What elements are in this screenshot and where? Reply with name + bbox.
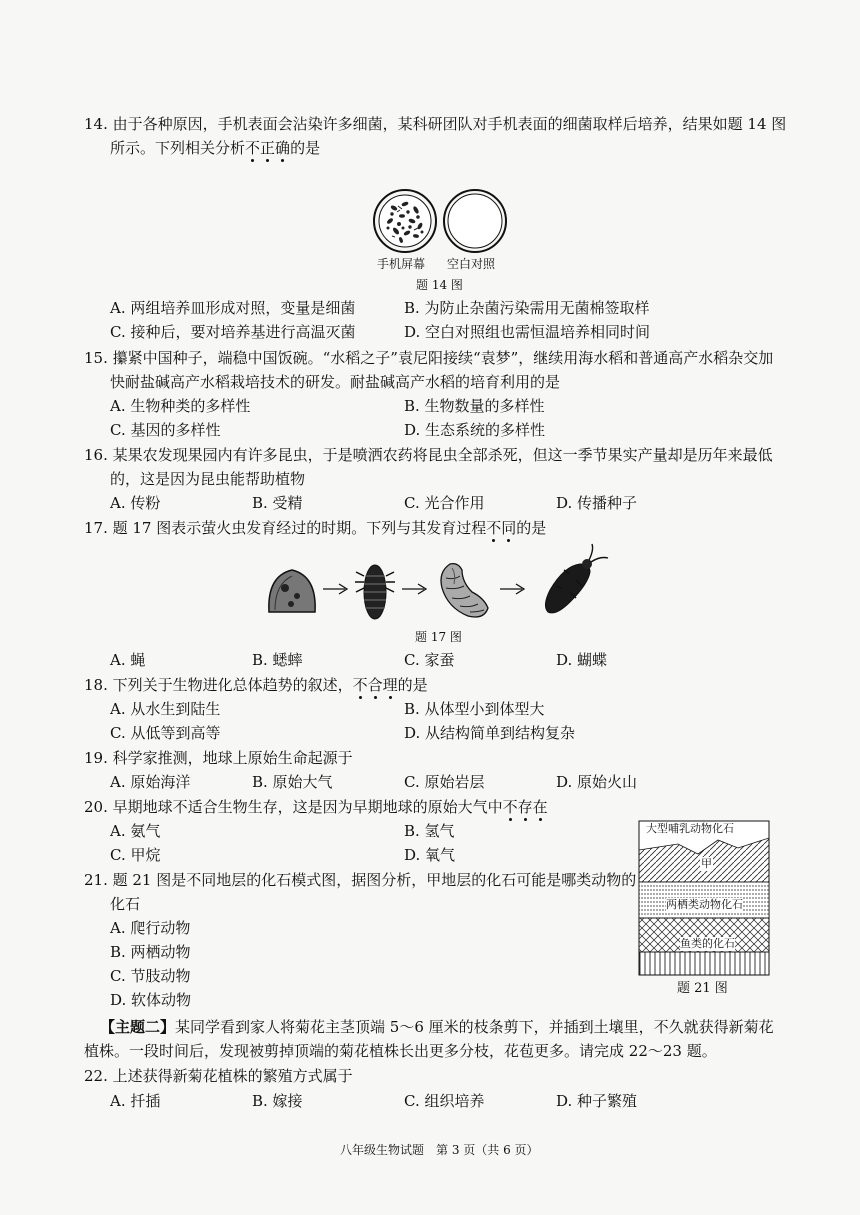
- petri-dish-blank: [442, 188, 508, 254]
- emphasis-char: 不: [486, 519, 502, 537]
- q19-option-d[interactable]: D. 原始火山: [556, 773, 638, 791]
- q14-option-b[interactable]: B. 为防止杂菌污染需用无菌棉签取样: [404, 299, 650, 317]
- emph-text: [503, 798, 548, 816]
- fig14-caption: 题 14 图: [416, 278, 463, 292]
- emphasis-char: 确: [275, 139, 291, 157]
- q17-option-b[interactable]: B. 蟋蟀: [252, 651, 303, 669]
- q17-option-d[interactable]: D. 蝴蝶: [556, 651, 608, 669]
- q20-option-d[interactable]: D. 氧气: [404, 846, 456, 864]
- q14-stem-tail: 的是: [290, 139, 321, 157]
- q21-stem-line1: 21. 题 21 图是不同地层的化石模式图，据图分析，甲地层的化石可能是哪类动物的: [84, 871, 637, 889]
- layer-fish-label: 鱼类的化石: [680, 937, 735, 950]
- q20-option-a[interactable]: A. 氨气: [110, 822, 161, 840]
- q19-option-b[interactable]: B. 原始大气: [252, 773, 333, 791]
- arrow-right-icon: [323, 583, 349, 595]
- q20-stem-text: 20. 早期地球不适合生物生存，这是因为早期地球的原始大气中: [84, 798, 503, 816]
- page-footer: 八年级生物试题 第 3 页（共 6 页）: [340, 1143, 539, 1157]
- q15-option-a[interactable]: A. 生物种类的多样性: [110, 397, 251, 415]
- q18-option-a[interactable]: A. 从水生到陆生: [110, 700, 221, 718]
- emphasis-char: 在: [532, 798, 548, 816]
- petri-dish-bacteria: [372, 188, 438, 254]
- q21-option-c[interactable]: C. 节肢动物: [110, 967, 191, 985]
- emph-text: [245, 139, 290, 157]
- q22-option-c[interactable]: C. 组织培养: [404, 1092, 485, 1110]
- q20-stem: [84, 795, 548, 819]
- q18-option-b[interactable]: B. 从体型小到体型大: [404, 700, 545, 718]
- q14-emphasis: [245, 139, 290, 157]
- fig17-caption: 题 17 图: [415, 630, 462, 644]
- q16-option-b[interactable]: B. 受精: [252, 494, 303, 512]
- theme2-line1: [100, 1015, 774, 1039]
- layer-mammal-label: 大型哺乳动物化石: [646, 822, 734, 835]
- pupa-icon: [432, 558, 494, 624]
- label-blank-control: 空白对照: [447, 257, 496, 271]
- q14-stem-line2: [110, 136, 320, 160]
- q18-option-c[interactable]: C. 从低等到高等: [110, 724, 221, 742]
- emph-text: [486, 519, 516, 537]
- q19-option-a[interactable]: A. 原始海洋: [110, 773, 191, 791]
- q17-stem-text: 17. 题 17 图表示萤火虫发育经过的时期。下列与其发育过程: [84, 519, 487, 537]
- q20-option-b[interactable]: B. 氢气: [404, 822, 455, 840]
- label-phone-screen: 手机屏幕: [377, 257, 426, 271]
- q15-option-d[interactable]: D. 生态系统的多样性: [404, 421, 546, 439]
- q22-option-d[interactable]: D. 种子繁殖: [556, 1092, 638, 1110]
- q19-stem: 19. 科学家推测，地球上原始生命起源于: [84, 749, 353, 767]
- q15-stem-line1: 15. 攥紧中国种子，端稳中国饭碗。“水稻之子”袁尼阳接续“袁梦”，继续用海水稻和普通高产水稻杂交加: [84, 349, 774, 367]
- q17-option-a[interactable]: A. 蝇: [110, 651, 146, 669]
- q20-option-c[interactable]: C. 甲烷: [110, 846, 161, 864]
- theme2-text: 某同学看到家人将菊花主茎顶端 5～6 厘米的枝条剪下，并插到土壤里，不久就获得新菊花: [175, 1018, 774, 1036]
- q18-stem: [84, 673, 428, 697]
- layer-amphibian-label: 两栖类动物化石: [666, 898, 743, 911]
- emphasis-char: 合: [367, 676, 383, 694]
- q17-emphasis: [486, 519, 516, 537]
- q14-option-c[interactable]: C. 接种后，要对培养基进行高温灭菌: [110, 323, 356, 341]
- q17-stem: [84, 516, 546, 540]
- egg-icon: [265, 566, 319, 616]
- q22-option-a[interactable]: A. 扦插: [110, 1092, 161, 1110]
- emphasis-char: 不: [245, 139, 261, 157]
- q16-option-d[interactable]: D. 传播种子: [556, 494, 638, 512]
- q14-option-d[interactable]: D. 空白对照组也需恒温培养相同时间: [404, 323, 651, 341]
- adult-firefly-icon: [534, 544, 610, 620]
- q21-option-b[interactable]: B. 两栖动物: [110, 943, 191, 961]
- q14-option-a[interactable]: A. 两组培养皿形成对照，变量是细菌: [110, 299, 356, 317]
- q18-option-d[interactable]: D. 从结构简单到结构复杂: [404, 724, 576, 742]
- q18-stem-text: 18. 下列关于生物进化总体趋势的叙述，: [84, 676, 353, 694]
- emph-text: [353, 676, 398, 694]
- emphasis-char: 存: [517, 798, 533, 816]
- arrow-right-icon: [402, 583, 428, 595]
- q20-emphasis: [503, 798, 548, 816]
- q21-stem-line2: 化石: [110, 895, 141, 913]
- emphasis-char: 不: [352, 676, 368, 694]
- q17-option-c[interactable]: C. 家蚕: [404, 651, 455, 669]
- q19-option-c[interactable]: C. 原始岩层: [404, 773, 485, 791]
- emphasis-char: 不: [502, 798, 518, 816]
- theme2-label: 【主题二】: [100, 1018, 176, 1036]
- q16-option-c[interactable]: C. 光合作用: [404, 494, 485, 512]
- fig21-caption: 题 21 图: [677, 981, 728, 996]
- q16-stem-line1: 16. 某果农发现果园内有许多昆虫，于是喷洒农药将昆虫全部杀死，但这一季节果实产量却是历年来最低: [84, 446, 773, 464]
- theme2-line2: 植株。一段时间后，发现被剪掉顶端的菊花植株长出更多分枝，花苞更多。请完成 22～23 题。: [84, 1042, 717, 1060]
- q16-stem-line2: 的，这是因为昆虫能帮助植物: [110, 470, 306, 488]
- q14-stem-text: 所示。下列相关分析: [110, 139, 246, 157]
- q22-option-b[interactable]: B. 嫁接: [252, 1092, 303, 1110]
- q14-stem-line1: 14. 由于各种原因，手机表面会沾染许多细菌，某科研团队对手机表面的细菌取样后培养，结果如题 14 图: [84, 115, 787, 133]
- q16-option-a[interactable]: A. 传粉: [110, 494, 161, 512]
- arrow-right-icon: [500, 583, 526, 595]
- emphasis-char: 同: [501, 519, 517, 537]
- q21-option-a[interactable]: A. 爬行动物: [110, 919, 191, 937]
- larva-icon: [352, 556, 398, 626]
- q17-stem-tail: 的是: [516, 519, 547, 537]
- q15-option-c[interactable]: C. 基因的多样性: [110, 421, 221, 439]
- emphasis-char: 理: [382, 676, 398, 694]
- q21-option-d[interactable]: D. 软体动物: [110, 991, 192, 1009]
- q15-option-b[interactable]: B. 生物数量的多样性: [404, 397, 545, 415]
- emphasis-char: 正: [260, 139, 276, 157]
- q15-stem-line2: 快耐盐碱高产水稻栽培技术的研发。耐盐碱高产水稻的培育利用的是: [110, 373, 561, 391]
- q18-emphasis: [353, 676, 398, 694]
- layer-jia-label: 甲: [701, 857, 712, 870]
- q22-stem: 22. 上述获得新菊花植株的繁殖方式属于: [84, 1067, 353, 1085]
- q18-stem-tail: 的是: [397, 676, 428, 694]
